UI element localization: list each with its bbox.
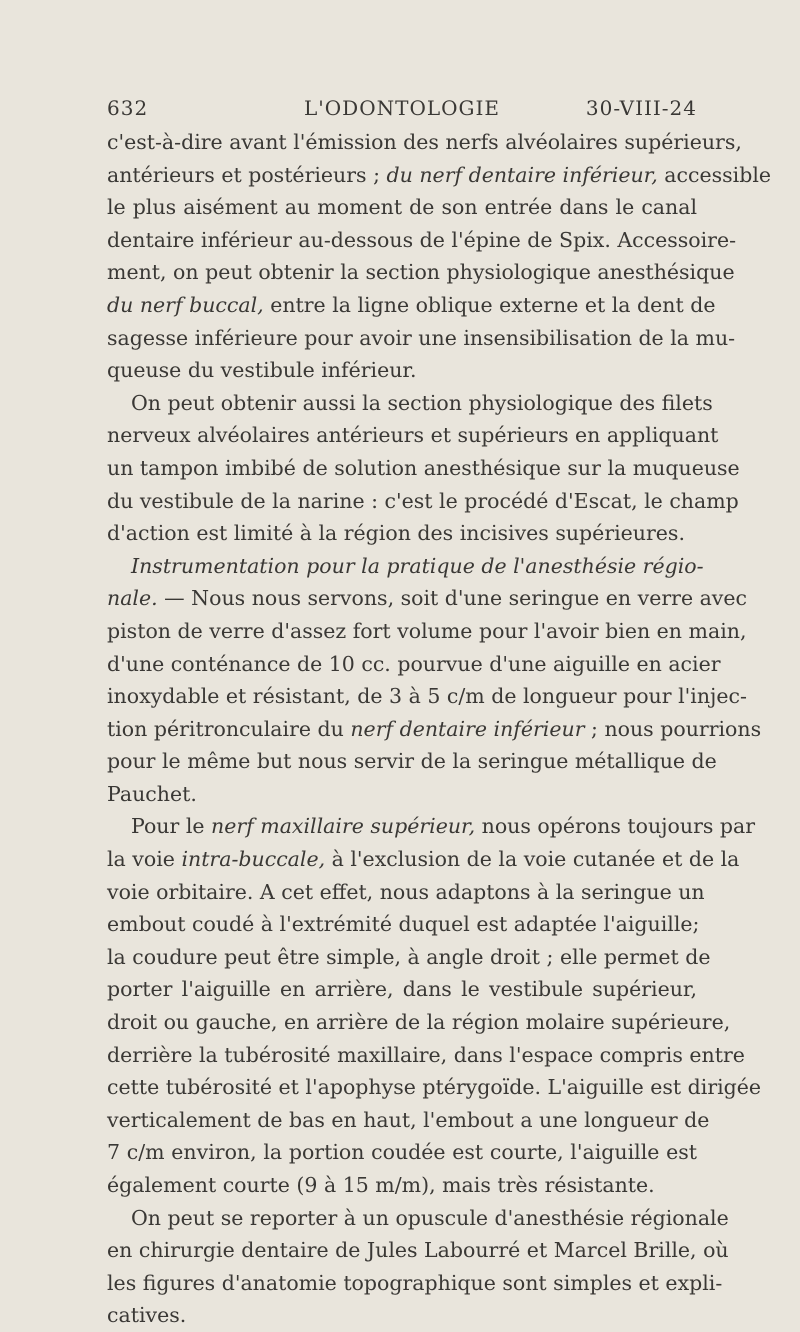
- text-run: voie orbitaire. A cet effet, nous adaptons à la seringue un: [107, 879, 705, 904]
- text-run: catives.: [107, 1303, 187, 1328]
- text-run: ment, on peut obtenir la section physiologique anesthésique: [107, 260, 735, 285]
- text-line: [107, 1136, 697, 1169]
- text-line: [107, 908, 700, 941]
- text-line: [107, 680, 747, 713]
- text-run: derrière la tubérosité maxillaire, dans l'espace compris entre: [107, 1042, 745, 1067]
- italic-text: du nerf dentaire inférieur,: [386, 162, 658, 187]
- text-line: [107, 1039, 745, 1072]
- text-run: nous opérons toujours par: [475, 814, 756, 839]
- text-run: d'une conténance de 10 cc. pourvue d'une aiguille en acier: [107, 651, 721, 676]
- text-run: nerveux alvéolaires antérieurs et supérieurs en appliquant: [107, 423, 719, 448]
- text-line: [107, 354, 697, 387]
- text-line: [107, 973, 697, 1006]
- text-line: [107, 1202, 729, 1235]
- text-line: [107, 419, 719, 452]
- text-line: [107, 452, 740, 485]
- text-run: porter l'aiguille en arrière, dans le vestibule supérieur,: [107, 977, 697, 1002]
- text-line: [107, 843, 740, 876]
- text-run: dentaire inférieur au-dessous de l'épine de Spix. Accessoire-: [107, 227, 737, 252]
- text-run: droit ou gauche, en arrière de la région molaire supérieure,: [107, 1010, 731, 1035]
- text-line: [107, 159, 772, 192]
- text-line: [107, 941, 711, 974]
- text-line: [107, 876, 705, 909]
- text-run: piston de verre d'assez fort volume pour l'avoir bien en main,: [107, 618, 747, 643]
- text-run: accessible: [657, 162, 772, 187]
- italic-text: nale.: [107, 586, 158, 611]
- text-line: [107, 1299, 697, 1332]
- running-title: L'ODONTOLOGIE: [304, 96, 500, 120]
- text-run: également courte (9 à 15 m/m), mais très résistante.: [107, 1173, 655, 1197]
- body-text: [107, 126, 772, 1332]
- text-run: à l'exclusion de la voie cutanée et de la: [325, 847, 740, 872]
- issue-date: 30-VIII-24: [585, 96, 697, 120]
- text-line: [107, 778, 697, 811]
- text-run: verticalement de bas en haut, l'embout a une longueur de: [107, 1107, 710, 1132]
- text-line: [107, 582, 748, 615]
- text-line: [107, 745, 717, 778]
- text-line: [107, 1234, 729, 1267]
- text-run: du vestibule de la narine : c'est le procédé d'Escat, le champ: [107, 488, 739, 513]
- text-run: queuse du vestibule inférieur.: [107, 358, 417, 383]
- italic-text: du nerf buccal,: [107, 292, 264, 317]
- text-line: [107, 289, 716, 322]
- text-line: [107, 1169, 697, 1202]
- text-line: [107, 485, 739, 518]
- text-run: — Nous nous servons, soit d'une seringue en verre avec: [157, 586, 748, 611]
- text-run: On peut obtenir aussi la section physiologique des filets: [131, 390, 713, 415]
- italic-text: nerf dentaire inférieur: [350, 716, 585, 741]
- italic-text: intra-buccale,: [181, 847, 326, 872]
- text-run: embout coudé à l'extrémité duquel est adaptée l'aiguille;: [107, 912, 700, 937]
- text-line: [107, 191, 697, 224]
- text-line: [107, 615, 747, 648]
- text-run: inoxydable et résistant, de 3 à 5 c/m de longueur pour l'injec-: [107, 684, 747, 709]
- page-number: 632: [107, 96, 149, 120]
- text-line: [107, 387, 713, 420]
- text-line: [107, 517, 697, 550]
- text-run: On peut se reporter à un opuscule d'anesthésie régionale: [131, 1205, 729, 1230]
- text-line: [107, 1006, 731, 1039]
- text-line: [107, 648, 721, 681]
- text-run: d'action est limité à la région des incisives supérieures.: [107, 521, 685, 546]
- italic-text: Instrumentation pour la pratique de l'anesthésie régio-: [131, 553, 704, 578]
- text-run: un tampon imbibé de solution anesthésique sur la muqueuse: [107, 455, 740, 480]
- text-line: [107, 550, 704, 583]
- text-line: [107, 1104, 710, 1137]
- text-line: [107, 126, 742, 159]
- text-run: Pauchet.: [107, 781, 197, 806]
- text-run: en chirurgie dentaire de Jules Labourré et Marcel Brille, où: [107, 1238, 729, 1263]
- text-run: les figures d'anatomie topographique sont simples et expli-: [107, 1270, 723, 1295]
- text-run: pour le même but nous servir de la seringue métallique de: [107, 749, 717, 774]
- text-line: [107, 224, 737, 257]
- text-run: la coudure peut être simple, à angle droit ; elle permet de: [107, 944, 711, 969]
- text-line: [107, 256, 735, 289]
- italic-text: nerf maxillaire supérieur,: [211, 814, 476, 839]
- running-header: [107, 96, 697, 124]
- text-run: tion péritronculaire du: [107, 716, 351, 741]
- text-run: antérieurs et postérieurs ;: [107, 162, 387, 187]
- text-run: c'est-à-dire avant l'émission des nerfs alvéolaires supérieurs,: [107, 130, 742, 154]
- text-line: [107, 322, 736, 355]
- text-run: cette tubérosité et l'apophyse ptérygoïde. L'aiguille est dirigée: [107, 1075, 762, 1100]
- text-run: 7 c/m environ, la portion coudée est courte, l'aiguille est: [107, 1140, 697, 1165]
- text-run: sagesse inférieure pour avoir une insensibilisation de la mu-: [107, 325, 736, 350]
- text-line: [107, 1267, 723, 1300]
- text-run: ; nous pourrions: [584, 716, 762, 741]
- text-line: [107, 810, 756, 843]
- text-line: [107, 1071, 762, 1104]
- text-line: [107, 713, 762, 746]
- text-run: Pour le: [131, 814, 212, 839]
- text-run: le plus aisément au moment de son entrée dans le canal: [107, 195, 697, 220]
- text-run: entre la ligne oblique externe et la dent de: [263, 292, 716, 317]
- text-run: la voie: [107, 847, 182, 872]
